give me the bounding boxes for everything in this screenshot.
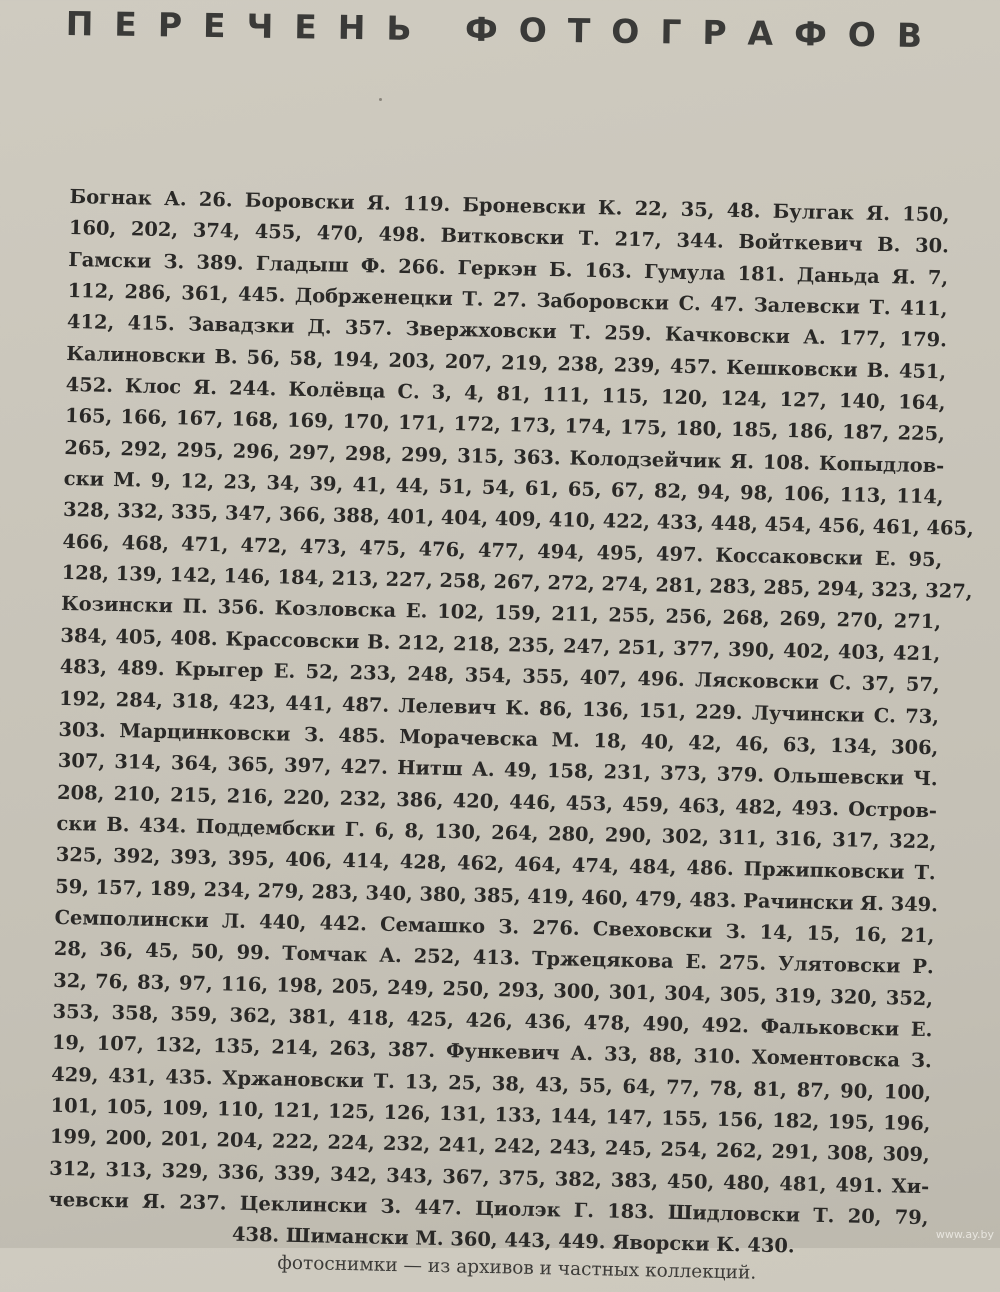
index-line: Козински П. 356. Козловска Е. 102, 159, 211, 255, 256, 268, 269, 270, 271, [60,592,942,634]
page-title: ПЕРЕЧЕНЬ ФОТОГРАФОВ [65,4,944,56]
index-line: 160, 202, 374, 455, 470, 498. Витковски Т. 217, 344. Войткевич В. 30. [68,216,950,258]
index-line: 199, 200, 201, 204, 222, 224, 232, 241, 242, 243, 245, 254, 262, 291, 308, 309, [49,1125,931,1167]
index-line: 429, 431, 435. Хржановски Т. 13, 25, 38, 43, 55, 64, 77, 78, 81, 87, 90, 100, [51,1062,932,1104]
paper-speck [379,98,382,101]
index-line: 303. Марцинковски З. 485. Морачевска М. 18, 40, 42, 46, 63, 134, 306, [58,717,939,760]
index-line: 112, 286, 361, 445. Добрженецки Т. 27. Заборовски С. 47. Залевски Т. 411, [67,279,948,321]
index-line: 384, 405, 408. Крассовски В. 212, 218, 235, 247, 251, 377, 390, 402, 403, 421, [60,623,941,666]
index-line: 192, 284, 318, 423, 441, 487. Лелевич К. 86, 136, 151, 229. Лучински С. 73, [58,686,940,728]
index-line: 412, 415. Завадзки Д. 357. Звержховски Т. 259. Качковски А. 177, 179. [66,310,948,352]
index-line: 128, 139, 142, 146, 184, 213, 227, 258, 267, 272, 274, 281, 283, 285, 294, 323, 327, [61,561,973,604]
index-line: 165, 166, 167, 168, 169, 170, 171, 172, 173, 174, 175, 180, 185, 186, 187, 225, [64,404,946,446]
index-line: Гамски З. 389. Гладыш Ф. 266. Геркэн Б. 163. Гумула 181. Даньда Я. 7, [68,247,949,290]
index-line: ски В. 434. Поддембски Г. 6, 8, 130, 264, 280, 290, 302, 311, 316, 317, 322, [56,811,937,854]
index-line: Семполински Л. 440, 442. Семашко З. 276. Свеховски З. 14, 15, 16, 21, [54,905,935,948]
index-line-last: 438. Шимански М. 360, 443, 449. Яворски К. 430. [231,1222,795,1258]
index-line: 325, 392, 393, 395, 406, 414, 428, 462, 464, 474, 484, 486. Пржипковски Т. [55,843,936,885]
index-line: 19, 107, 132, 135, 214, 263, 387. Функевич А. 33, 88, 310. Хоментовска З. [51,1031,933,1073]
index-line: 101, 105, 109, 110, 121, 125, 126, 131, 133, 144, 147, 155, 156, 182, 195, 196, [50,1093,931,1136]
index-line: Богнак А. 26. Боровски Я. 119. Броневски К. 22, 35, 48. Булгак Я. 150, [69,184,950,227]
index-line: ски М. 9, 12, 23, 34, 39, 41, 44, 51, 54, 61, 65, 67, 82, 94, 98, 106, 113, 114, [63,467,944,509]
index-line: 452. Клос Я. 244. Колёвца С. 3, 4, 81, 111, 115, 120, 124, 127, 140, 164, [65,373,946,415]
index-line: 307, 314, 364, 365, 397, 427. Нитш А. 49, 158, 231, 373, 379. Ольшевски Ч. [57,749,938,791]
index-line: 265, 292, 295, 296, 297, 298, 299, 315, 363. Колодзейчик Я. 108. Копыдлов- [64,435,945,478]
index-line: 483, 489. Крыгер Е. 52, 233, 248, 354, 355, 407, 496. Лясковски С. 37, 57, [59,655,940,697]
index-line: 312, 313, 329, 336, 339, 342, 343, 367, 375, 382, 383, 450, 480, 481, 491. Хи- [49,1156,930,1198]
index-line: 59, 157, 189, 234, 279, 283, 340, 380, 385, 419, 460, 479, 483. Рачински Я. 349. [54,874,939,916]
footnote: фотоснимки — из архивов и частных коллекций. [277,1252,757,1284]
index-line: 208, 210, 215, 216, 220, 232, 386, 420, 446, 453, 459, 463, 482, 493. Остров- [56,780,938,822]
index-line: чевски Я. 237. Цеклински З. 447. Циолэк Г. 183. Шидловски Т. 20, 79, [48,1187,929,1230]
index-line: 353, 358, 359, 362, 381, 418, 425, 426, 436, 478, 490, 492. Фальковски Е. [52,999,933,1042]
index-line: Калиновски В. 56, 58, 194, 203, 207, 219, 238, 239, 457. Кешковски В. 451, [66,341,947,384]
index-line: 28, 36, 45, 50, 99. Томчак А. 252, 413. Тржецякова Е. 275. Улятовски Р. [53,937,934,979]
watermark: www.ay.by [935,1228,994,1241]
index-line: 328, 332, 335, 347, 366, 388, 401, 404, 409, 410, 422, 433, 448, 454, 456, 461, 465, [62,498,975,541]
index-line: 32, 76, 83, 97, 116, 198, 205, 249, 250, 293, 300, 301, 304, 305, 319, 320, 352, [53,968,934,1010]
index-line: 466, 468, 471, 472, 473, 475, 476, 477, 494, 495, 497. Коссаковски Е. 95, [62,529,943,572]
